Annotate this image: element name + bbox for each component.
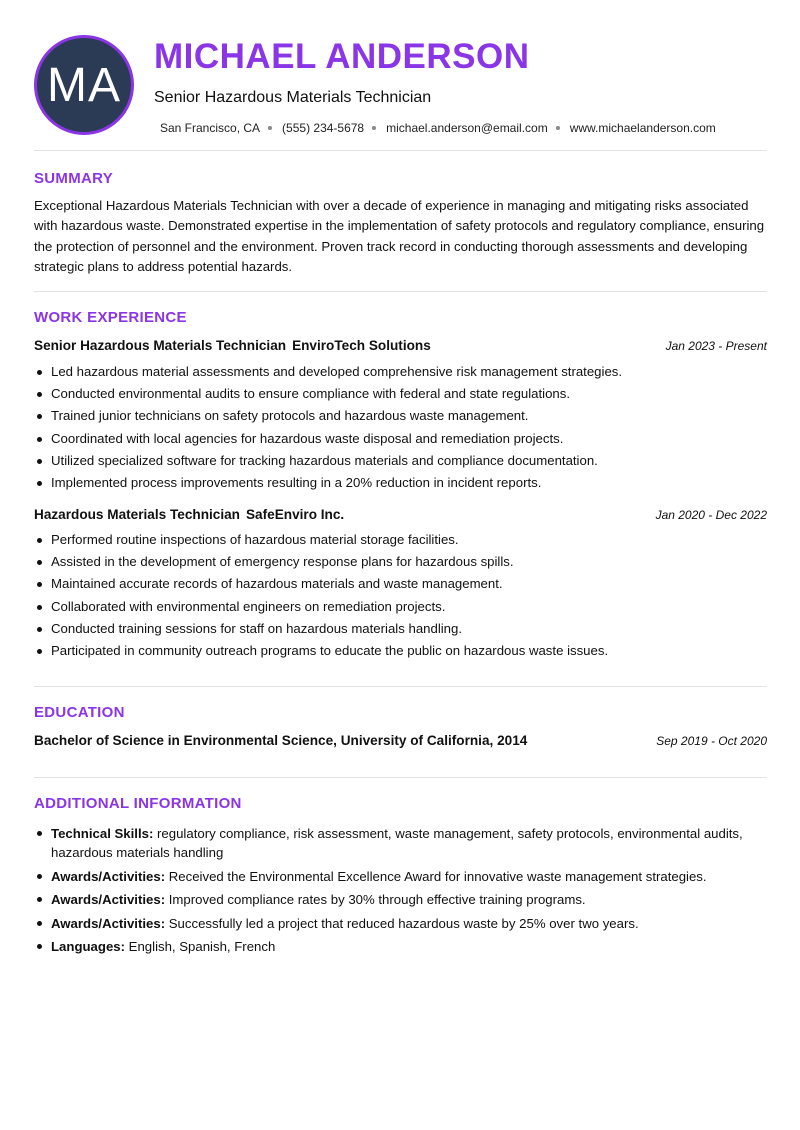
contact-email[interactable]: michael.anderson@email.com [386,121,548,135]
candidate-headline: Senior Hazardous Materials Technician [154,89,432,106]
divider [34,777,767,778]
list-item: Led hazardous material assessments and developed comprehensive risk management strategies. [34,364,767,386]
experience-heading: WORK EXPERIENCE [34,309,187,326]
list-item: Conducted environmental audits to ensure compliance with federal and state regulations. [34,386,767,408]
job-title-line [34,338,431,353]
avatar [34,35,134,135]
job-company: SafeEnviro Inc. [245,507,345,522]
job-title-line [34,507,344,522]
list-item [34,867,767,886]
divider [34,150,767,151]
contact-website[interactable]: www.michaelanderson.com [569,121,716,135]
job-header [34,338,767,356]
separator-dot [268,126,272,130]
job-bullets [34,364,767,497]
avatar-initials: MA [47,58,121,112]
contact-line [160,120,716,136]
job-title: Senior Hazardous Materials Technician [34,338,287,353]
list-item: Maintained accurate records of hazardous materials and waste management. [34,576,767,598]
list-item: Conducted training sessions for staff on hazardous materials handling. [34,621,767,643]
info-label: Awards/Activities: [51,868,166,884]
job-bullets [34,532,767,665]
summary-text: Exceptional Hazardous Materials Technician with over a decade of experience in managing and mitigating risks associated with hazardous waste. Demonstrated expertise in the implementation of safety protocols and regulatory compliance, ensuring the protection of personnel and the environment. Proven track record in conducting thorough assessments and developing strategic plans to address potential hazards. [34,198,765,275]
info-text: regulatory compliance, risk assessment, waste management, safety protocols, environmental audits, hazardous materials handling [51,826,743,860]
contact-location: San Francisco, CA [160,121,261,135]
info-label: Technical Skills: [51,826,154,841]
list-item [34,890,767,909]
separator-dot [372,126,376,130]
education-entry [34,733,767,748]
additional-heading: ADDITIONAL INFORMATION [34,795,242,812]
job-date: Jan 2023 - Present [665,339,767,353]
list-item: Implemented process improvements resulting in a 20% reduction in incident reports. [34,475,767,497]
list-item: Performed routine inspections of hazardous material storage facilities. [34,532,767,554]
list-item [34,914,767,933]
info-text: Improved compliance rates by 30% through effective training programs. [165,892,586,907]
list-item [34,937,767,956]
list-item: Collaborated with environmental engineers on remediation projects. [34,599,767,621]
education-heading: EDUCATION [34,704,125,721]
job-date: Jan 2020 - Dec 2022 [655,508,767,522]
divider [34,291,767,292]
list-item: Trained junior technicians on safety protocols and hazardous waste management. [34,408,767,430]
list-item: Coordinated with local agencies for hazardous waste disposal and remediation projects. [34,431,767,453]
contact-phone: (555) 234-5678 [282,121,365,135]
job-title: Hazardous Materials Technician [34,507,240,522]
divider [34,686,767,687]
separator-dot [556,126,560,130]
additional-list [34,824,767,961]
summary-heading: SUMMARY [34,170,114,187]
info-text: English, Spanish, French [125,939,276,954]
list-item [34,824,767,862]
info-text: Received the Environmental Excellence Award for innovative waste management strategies. [165,868,707,884]
info-label: Awards/Activities: [51,915,166,931]
job-company: EnviroTech Solutions [292,338,431,353]
info-label: Awards/Activities: [51,892,166,907]
list-item: Assisted in the development of emergency response plans for hazardous spills. [34,554,767,576]
education-degree: Bachelor of Science in Environmental Science, University of California, 2014 [34,733,528,748]
info-label: Languages: [51,939,126,954]
list-item: Participated in community outreach programs to educate the public on hazardous waste issues. [34,643,767,665]
job-header [34,507,767,525]
list-item: Utilized specialized software for tracking hazardous materials and compliance documentation. [34,453,767,475]
education-date: Sep 2019 - Oct 2020 [656,734,767,748]
candidate-name: MICHAEL ANDERSON [154,37,530,76]
info-text: Successfully led a project that reduced hazardous waste by 25% over two years. [165,915,639,931]
